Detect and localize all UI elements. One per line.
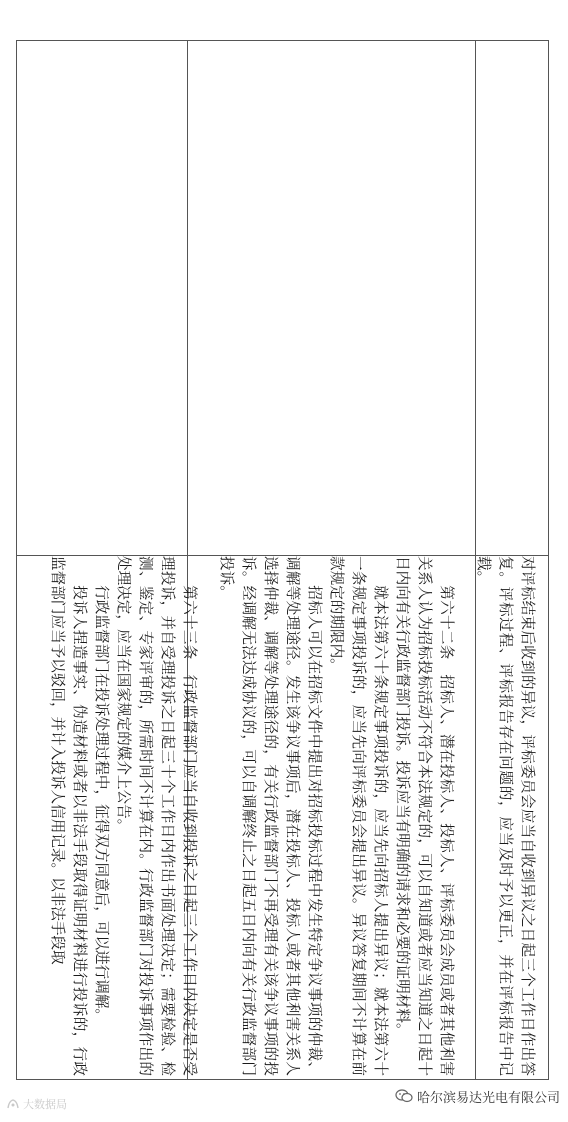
cell2-paragraph: 第六十二条 招标人、潜在投标人、投标人、评标委员会成员或者其他利害关系人认为招标投标活动不符合本法规定的，可以自知道或者应当知道之日起十日内向有关行政监督部门投诉。投诉应当有明确的请求和必要的证明材料。: [394, 556, 455, 1076]
rotated-text-area: [16, 556, 538, 1088]
cell2-paragraph: 就本法第六十条规定事项投诉的，应当先向招标人提出异议；就本法第六十一条规定事项投诉的，应当先向评标委员会提出异议。异议答复期间不计算在前款规定的期限内。: [328, 556, 389, 1076]
cell2-paragraph: 招标人可以在招标文件中提出对招标投标过程中发生特定争议事项的仲裁、调解等处理途径。发生该争议事项后，潜在投标人、投标人或者其他利害关系人选择仲裁、调解等处理途径的，有关行政监督部门不再受理有关该争议事项的投诉。经调解无法达成协议的，可以自调解终止之日起五日内向有关行政监督部门投诉。: [218, 556, 323, 1076]
watermark-company-text: 哈尔滨易达光电有限公司: [417, 1090, 561, 1106]
wechat-icon: [395, 1089, 413, 1103]
cell1-paragraph: 对评标结束后收到的异议，评标委员会应当自收到异议之日起三个工作日作出答复。评标过程、评标报告存在问题的，应当及时予以更正，并在评标报告中记载。: [475, 556, 536, 1076]
cell3-paragraph: 第六十三条 行政监督部门应当自收到投诉之日起三个工作日内决定是否受理投诉，并自受理投诉之日起三十个工作日内作出书面处理决定；需要检验、检测、鉴定、专家评审的，所需时间不计算在内。行政监督部门对投诉事项作出的处理决定，应当在国家规定的媒介上公告。: [115, 556, 198, 1076]
watermark-source-text: 大数据局: [23, 1098, 67, 1111]
cell3-paragraph: 行政监督部门在投诉处理过程中，征得双方同意后，可以进行调解。: [93, 585, 110, 1024]
cell3-paragraph: 投诉人捏造事实、伪造材料或者以非法手段取得证明材料进行投诉的，行政监督部门应当予以驳回，并计入投诉人信用记录。以非法手段取: [49, 556, 88, 1076]
source-logo-icon: [6, 1098, 20, 1110]
rotated-page-content: [16, 556, 538, 1076]
watermark-source: [6, 1096, 67, 1112]
watermark-company: [395, 1086, 560, 1106]
